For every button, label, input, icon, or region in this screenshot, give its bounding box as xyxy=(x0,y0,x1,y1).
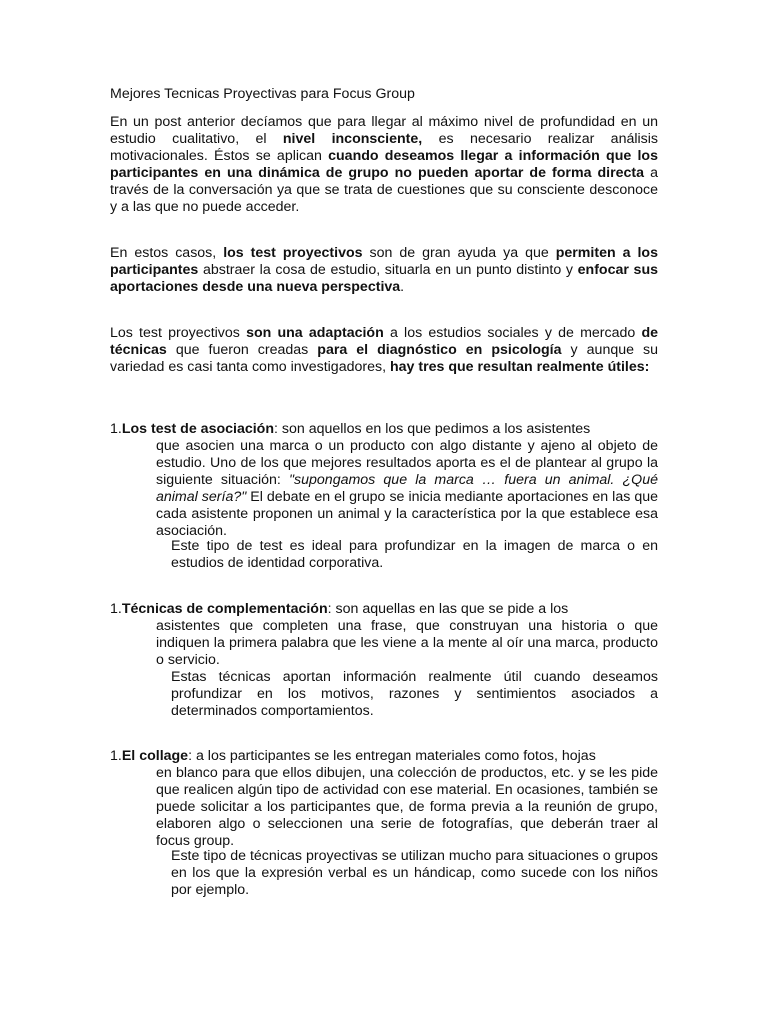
bold-span: para el diagnóstico en psicología xyxy=(317,342,562,358)
list-item-note: Estas técnicas aportan información realmente útil cuando deseamos profundizar en los motivos, razones y sentimientos asociados a determinados comportamientos. xyxy=(171,669,658,719)
bold-span: permiten a los participantes xyxy=(110,245,658,278)
text-span: : son aquellas en las que se pide a los xyxy=(327,601,569,617)
list-item-body xyxy=(110,618,658,669)
text-span: a los estudios sociales y de mercado xyxy=(383,325,642,341)
text-span: son de gran ayuda ya que xyxy=(362,245,556,261)
bold-span: nivel inconsciente, xyxy=(282,131,423,147)
text-span: : son aquellos en los que pedimos a los asistentes xyxy=(274,421,591,437)
bold-span: los test proyectivos xyxy=(223,245,363,261)
text-span: . xyxy=(400,279,405,295)
text-span: a través de la conversación ya que se trata de cuestiones que su consciente desconoce y a las que no puede acceder. xyxy=(110,165,658,215)
list-item-note: Este tipo de técnicas proyectivas se utilizan mucho para situaciones o grupos en los que la expresión verbal es un hándicap, como sucede con los niños por ejemplo. xyxy=(171,848,658,898)
bold-span: son una adaptación xyxy=(246,325,384,341)
list-item-body xyxy=(110,438,658,540)
bold-span: cuando deseamos llegar a información que los participantes en una dinámica de grupo no pueden aportar de forma directa xyxy=(110,148,658,181)
document-title: Mejores Tecnicas Proyectivas para Focus Group xyxy=(110,86,415,102)
text-span: En estos casos, xyxy=(110,245,224,261)
list-item-asociacion xyxy=(110,421,658,540)
list-number: 1. xyxy=(110,421,122,437)
list-item-lead xyxy=(110,748,658,765)
list-item-body xyxy=(110,765,658,850)
text-span: asistentes que completen una frase, que construyan una historia o que indiquen la primera palabra que les viene a la mente al oír una marca, producto o servicio. xyxy=(156,618,658,668)
list-item-heading: Técnicas de complementación xyxy=(121,601,328,617)
list-item-heading: El collage xyxy=(121,748,189,764)
text-span: Los test proyectivos xyxy=(110,325,247,341)
text-span: y aunque su variedad es casi tanta como investigadores, xyxy=(110,342,659,375)
bold-span: enfocar sus aportaciones desde una nueva perspectiva xyxy=(110,262,658,295)
list-item-lead xyxy=(110,421,658,438)
text-span: en blanco para que ellos dibujen, una colección de productos, etc. y se les pide que realicen algún tipo de actividad con ese material. En ocasiones, también se puede solicitar a los participantes que, de forma previa a la reunión de grupo, elaboren algo o seleccionen una serie de fotografías, que deberán traer al focus group. xyxy=(156,765,658,849)
text-span: que asocien una marca o un producto con algo distante y ajeno al objeto de estudio. Uno de los que mejores resultados aporta es el de plantear al grupo la siguiente situación: xyxy=(156,438,658,488)
paragraph-adaptacion xyxy=(110,325,658,376)
text-span: El debate en el grupo se inicia mediante aportaciones en las que cada asistente proponen un animal y la característica por la que establece esa asociación. xyxy=(156,489,658,539)
list-number: 1. xyxy=(110,748,122,764)
paragraph-intro xyxy=(110,114,658,216)
text-span: abstraer la cosa de estudio, situarla en un punto distinto y xyxy=(198,262,578,278)
text-span: es necesario realizar análisis motivacionales. Éstos se aplican xyxy=(110,131,658,164)
list-item-note: Este tipo de test es ideal para profundizar en la imagen de marca o en estudios de identidad corporativa. xyxy=(171,538,658,571)
text-span: : a los participantes se les entregan materiales como fotos, hojas xyxy=(188,748,596,764)
paragraph-test-proyectivos xyxy=(110,245,658,296)
italic-span: "supongamos que la marca … fuera un animal. ¿Qué animal sería?" xyxy=(156,472,658,505)
list-item-complementacion xyxy=(110,601,658,669)
list-item-lead xyxy=(110,601,658,618)
text-span: En un post anterior decíamos que para llegar al máximo nivel de profundidad en un estudio cualitativo, el xyxy=(110,114,658,147)
list-item-collage xyxy=(110,748,658,850)
list-number: 1. xyxy=(110,601,122,617)
text-span: que fueron creadas xyxy=(166,342,318,358)
bold-span: hay tres que resultan realmente útiles: xyxy=(389,359,650,375)
list-item-heading: Los test de asociación xyxy=(121,421,275,437)
bold-span: de técnicas xyxy=(110,325,659,358)
